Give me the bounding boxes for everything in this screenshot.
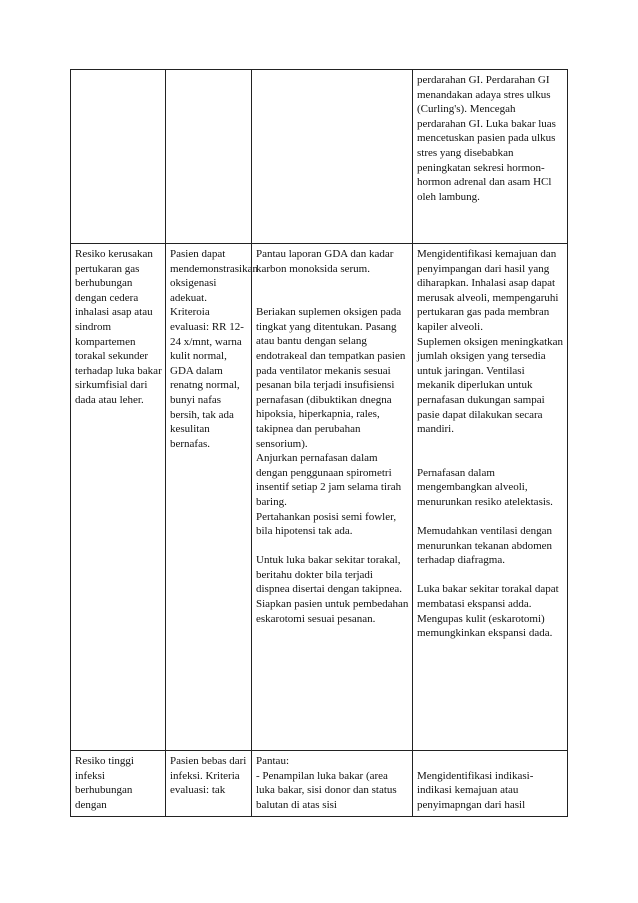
table-cell-diagnosis bbox=[71, 751, 166, 817]
table-cell-goal bbox=[166, 244, 258, 751]
cell-text: perdarahan GI. Perdarahan GI menandakan adaya stres ulkus (Curling's). Mencegah perdarahan GI. Luka bakar luas mencetuskan pasien pada ulkus stres yang disebabkan peningkatan sekresi hormon-hormon adrenal dan asam HCl oleh lambung. bbox=[417, 74, 556, 203]
table-cell bbox=[252, 70, 413, 244]
cell-text: Pertahankan posisi semi fowler, bila hipotensi tak ada. bbox=[256, 510, 397, 538]
table-cell bbox=[71, 70, 166, 244]
table-row bbox=[71, 244, 568, 751]
cell-text: Pernafasan dalam mengembangkan alveoli, menurunkan resiko atelektasis. bbox=[417, 466, 553, 508]
table-row bbox=[71, 751, 568, 817]
cell-text: Resiko tinggi infeksi berhubungan dengan bbox=[75, 755, 134, 811]
cell-text: Suplemen oksigen meningkatkan jumlah oksigen yang tersedia untuk jaringan. Ventilasi mekanik diperlukan untuk pernafasan dukungan sampai pasie dapat dilakukan secara mandiri. bbox=[417, 335, 564, 436]
cell-text: Anjurkan pernafasan dalam dengan penggunaan spirometri insentif setiap 2 jam selama tirah baring. bbox=[256, 452, 402, 508]
cell-text: - Penampilan luka bakar (area luka bakar, sisi donor dan status balutan di atas sisi bbox=[256, 769, 397, 811]
table-cell-rationale bbox=[413, 751, 568, 817]
cell-text: Untuk luka bakar sekitar torakal, beritahu dokter bila terjadi dispnea disertai dengan takipnea. Siapkan pasien untuk pembedahan eskarotomi sesuai pesanan. bbox=[256, 554, 409, 625]
nursing-care-table bbox=[70, 69, 568, 817]
table-row bbox=[71, 70, 568, 244]
cell-text: Memudahkan ventilasi dengan menurunkan tekanan abdomen terhadap diafragma. bbox=[417, 525, 553, 567]
cell-text: Luka bakar sekitar torakal dapat membatasi ekspansi adda. Mengupas kulit (eskarotomi) memungkinkan ekspansi dada. bbox=[417, 583, 559, 640]
cell-text: Beriakan suplemen oksigen pada tingkat yang ditentukan. Pasang atau bantu dengan selang endotrakeal dan tempatkan pasien pada ventilator mekanis sesuai pesanan bila terjadi insufisiensi pernafasan (dibuktikan dnegna hipoksia, hiperkapnia, rales, takipnea dan perubahan sensorium). bbox=[256, 306, 406, 450]
cell-text: Mengidentifikasi indikasi-indikasi kemajuan atau penyimapngan dari hasil bbox=[417, 769, 534, 811]
table-cell bbox=[166, 70, 252, 244]
cell-text: Resiko kerusakan pertukaran gas berhubungan dengan cedera inhalasi asap atau sindrom kompartemen torakal sekunder terhadap luka bakar sirkumfisial dari dada atau leher. bbox=[75, 248, 162, 406]
cell-text: Pantau laporan GDA dan kadar karbon monoksida serum. bbox=[256, 248, 394, 275]
cell-text: Mengidentifikasi kemajuan dan penyimpangan dari hasil yang diharapkan. Inhalasi asap dapat merusak alveoli, mempengaruhi pertukaran gas pada membran kapiler alveoli. bbox=[417, 248, 559, 333]
table-cell-diagnosis bbox=[71, 244, 166, 751]
cell-text: Pasien bebas dari infeksi. Kriteria evaluasi: tak bbox=[170, 755, 247, 797]
table-cell-rationale bbox=[413, 244, 568, 751]
cell-text: Pasien dapat mendemonstrasikan oksigenasi adekuat. Kriteroia evaluasi: RR 12-24 x/mnt, warna kulit normal, GDA dalam renatng normal, bunyi nafas bersih, tak ada kesulitan bernafas. bbox=[170, 248, 258, 450]
table-cell-intervention bbox=[252, 751, 413, 817]
cell-text: Pantau: bbox=[256, 755, 289, 767]
table-cell-intervention bbox=[252, 244, 413, 751]
table-cell-rationale bbox=[413, 70, 568, 244]
table-cell-goal bbox=[166, 751, 252, 817]
